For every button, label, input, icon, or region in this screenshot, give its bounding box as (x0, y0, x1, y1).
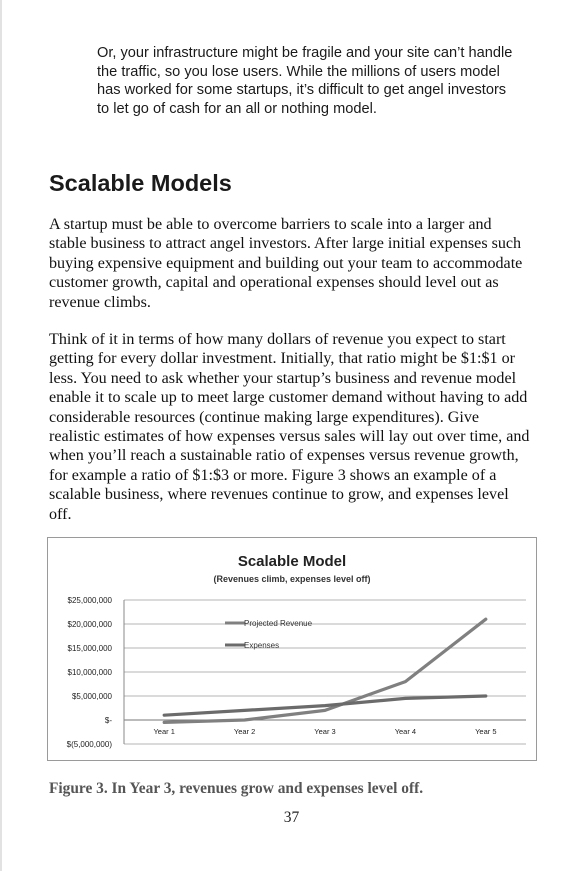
paragraph: A startup must be able to overcome barriers to scale into a larger and stable business to attract angel investors. After large initial expenses such buying expensive equipment and building out your team to accommodate customer growth, capital and operational expenses should level out as revenue climbs. (49, 216, 523, 311)
data-point (163, 722, 165, 724)
x-tick-label: Year 1 (153, 727, 175, 736)
y-tick-label: $10,000,000 (67, 668, 112, 677)
data-point (405, 698, 407, 700)
data-point (244, 719, 246, 721)
y-tick-label: $15,000,000 (67, 644, 112, 653)
x-tick-label: Year 4 (394, 727, 417, 736)
quote-block: Or, your infrastructure might be fragile and your site can’t handle the traffic, so you lose users. While the millions of users model has worked for some startups, it’s difficult to get angel investors to let go of cash for an all or nothing model. (97, 45, 513, 117)
chart-frame (47, 537, 537, 761)
line-chart (48, 538, 536, 760)
data-point (485, 618, 487, 620)
chart-title: Scalable Model (237, 553, 347, 570)
data-point (244, 710, 246, 712)
y-tick-label: $20,000,000 (67, 620, 112, 629)
page-edge (0, 0, 2, 871)
legend-label: Expenses (244, 641, 280, 650)
y-tick-label: $(5,000,000) (66, 740, 112, 749)
y-tick-label: $25,000,000 (67, 596, 112, 605)
chart-subtitle: (Revenues climb, expenses level off) (213, 574, 371, 584)
paragraph: Think of it in terms of how many dollars of revenue you expect to start getting for every dollar investment. Initially, that ratio might be $1:$1 or less. You need to ask whether your startup’s business and revenue model enable it to scale up to meet large customer demand without having to add considerable resources (continue making large expenditures). Give realistic estimates of how expenses versus sales will lay out over time, and when you’ll reach a sustainable ratio of expenses versus revenue growth, for example a ratio of $1:$3 or more. Figure 3 shows an example of a scalable business, where revenues continue to grow, and expenses level off. (49, 331, 530, 523)
data-point (163, 714, 165, 716)
x-tick-label: Year 5 (475, 727, 497, 736)
legend-label: Projected Revenue (244, 619, 313, 628)
data-point (324, 705, 326, 707)
y-tick-label: $- (104, 716, 112, 725)
data-point (324, 710, 326, 712)
figure-caption: Figure 3. In Year 3, revenues grow and expenses level off. (49, 780, 424, 797)
page-number: 37 (283, 809, 300, 826)
y-tick-label: $5,000,000 (71, 692, 112, 701)
data-point (485, 695, 487, 697)
x-tick-label: Year 2 (233, 727, 256, 736)
data-point (405, 681, 407, 683)
x-tick-label: Year 3 (314, 727, 336, 736)
section-heading: Scalable Models (49, 170, 232, 196)
